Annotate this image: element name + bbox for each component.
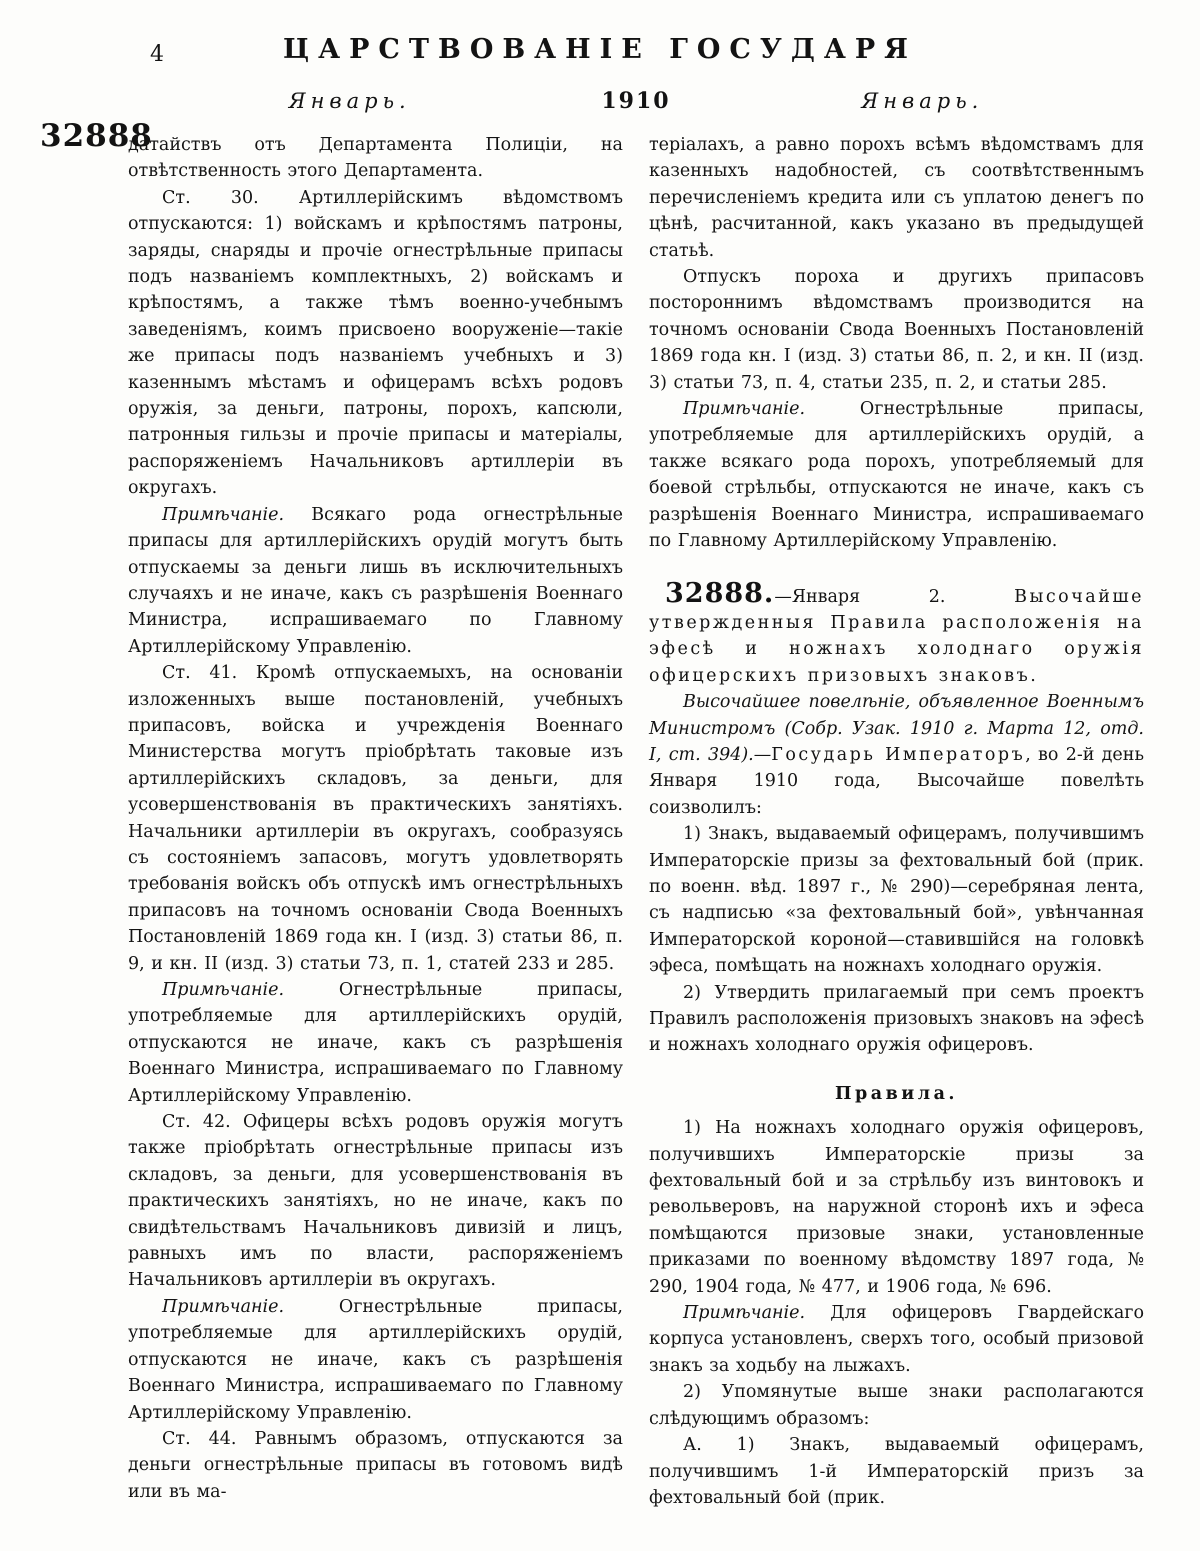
article-number-margin: 32888: [40, 118, 153, 154]
paragraph: [128, 1109, 623, 1294]
text-columns: [0, 132, 1200, 1551]
paragraph: [649, 980, 1144, 1059]
paragraph: [649, 396, 1144, 554]
text-run: Примѣчаніе.: [683, 1303, 806, 1324]
paragraph: [128, 660, 623, 977]
left-column: [128, 132, 623, 1511]
text-run: Правила.: [834, 1083, 958, 1104]
rules-heading: [649, 1081, 1144, 1107]
text-run: Примѣчаніе.: [162, 980, 285, 1000]
page-title: ЦАРСТВОВАНІЕ ГОСУДАРЯ: [283, 34, 917, 65]
text-run: Примѣчаніе.: [162, 504, 285, 525]
paragraph: [128, 502, 623, 660]
page-number: 4: [150, 42, 164, 67]
paragraph: [649, 1300, 1144, 1379]
text-run: 2) Утвердить прилагаемый при семъ проектъ Правилъ расположенія призовыхъ знаковъ на эфесѣ и ножнахъ холоднаго оружія офицеровъ.: [649, 982, 1144, 1056]
text-run: Отпускъ пороха и другихъ припасовъ постороннимъ вѣдомствамъ производится на точномъ основаніи Свода Военныхъ Постановленій 1869 года кн. I (изд. 3) статьи 86, п. 2, и кн. II (изд. 3) статьи 73, п. 4, статьи 235, п. 2, и статьи 285.: [649, 267, 1144, 393]
page-header: [0, 34, 1200, 78]
paragraph: [649, 1379, 1144, 1432]
running-head-year: 1910: [601, 88, 671, 114]
running-head-month-left: Январь.: [288, 89, 411, 113]
text-run: Ст. 41. Кромѣ отпускаемыхъ, на основаніи изложенныхъ выше постановленій, учебныхъ припасовъ, войска и учрежденія Военнаго Министерства могутъ пріобрѣтать таковые изъ артиллерійскихъ складовъ, за деньги, для усовершенствованія въ практическихъ занятіяхъ. Начальники артиллеріи въ округахъ, сообразуясь съ состояніемъ запасовъ, могутъ удовлетворять требованія войскъ объ отпускѣ имъ огнестрѣльныхъ припасовъ на точномъ основаніи Свода Военныхъ Постановленій 1869 года кн. I (изд. 3) статьи 86, п. 9, и кн. II (изд. 3) статьи 73, п. 1, статей 233 и 285.: [128, 663, 623, 974]
text-run: Ст. 42. Офицеры всѣхъ родовъ оружія могутъ также пріобрѣтать огнестрѣльные припасы изъ складовъ, за деньги, для усовершенствованія въ практическихъ занятіяхъ, но не иначе, какъ по свидѣтельствамъ Начальниковъ дивизій и лицъ, равныхъ имъ по власти, распоряженіемъ Начальниковъ артиллеріи въ округахъ.: [128, 1112, 623, 1291]
running-head-month-right: Январь.: [861, 89, 984, 113]
article-heading: [649, 577, 1144, 690]
text-run: 1) Знакъ, выдаваемый офицерамъ, получившимъ Императорскіе призы за фехтовальный бой (прик. по военн. вѣд. 1897 г., № 290)—серебряная лента, съ надписью «за фехтовальный бой», увѣнчанная Императорской короной—ставившійся на головкѣ эфеса, помѣщать на ножнахъ холоднаго оружія.: [649, 824, 1144, 977]
text-run: , во 2-й день Января 1910 года, Высочайше повелѣть соизволилъ:: [649, 744, 1144, 818]
text-run: теріалахъ, а равно порохъ всѣмъ вѣдомствамъ для казенныхъ надобностей, съ соотвѣтственнымъ перечисленіемъ кредита или съ уплатою денегъ по цѣнѣ, расчитанной, какъ указано въ предыдущей статьѣ.: [649, 135, 1144, 261]
paragraph: [128, 185, 623, 502]
paragraph: [649, 132, 1144, 264]
text-run: Ст. 30. Артиллерійскимъ вѣдомствомъ отпускаются: 1) войскамъ и крѣпостямъ патроны, заряды, снаряды и прочіе огнестрѣльные припасы подъ названіемъ комплектныхъ, 2) войскамъ и крѣпостямъ, а также тѣмъ военно-учебнымъ заведеніямъ, коимъ присвоено вооруженіе—такіе же припасы подъ названіемъ учебныхъ и 3) казеннымъ мѣстамъ и офицерамъ всѣхъ родовъ оружія, за деньги, патроны, порохъ, капсюли, патронныя гильзы и прочіе припасы и матеріалы, распоряженіемъ Начальниковъ артиллеріи въ округахъ.: [128, 187, 623, 499]
paragraph: [128, 1426, 623, 1505]
text-run: 1) На ножнахъ холоднаго оружія офицеровъ, получившихъ Императорскіе призы за фехтовальный бой и за стрѣльбу изъ винтовокъ и револьверовъ, на наружной сторонѣ ихъ и эфеса помѣщаются призовые знаки, установленные приказами по военному вѣдомству 1897 года, № 290, 1904 года, № 477, и 1906 года, № 696.: [649, 1118, 1144, 1297]
paragraph: [649, 1432, 1144, 1511]
text-run: А. 1) Знакъ, выдаваемый офицерамъ, получившимъ 1-й Императорскій призъ за фехтовальный бой (прик.: [649, 1435, 1144, 1508]
paragraph: [649, 689, 1144, 821]
text-run: Государь Императоръ: [771, 744, 1026, 765]
right-column: [649, 132, 1144, 1511]
text-run: Примѣчаніе.: [162, 1296, 285, 1317]
text-run: Высочайше утвержденныя Правила расположенія на эфесѣ и ножнахъ холоднаго оружія офицерскихъ призовыхъ знаковъ.: [649, 586, 1144, 686]
paragraph: [649, 1115, 1144, 1300]
text-run: датайствъ отъ Департамента Полиціи, на отвѣтственность этого Департамента.: [128, 135, 623, 182]
paragraph: [649, 821, 1144, 979]
text-run: 2) Упомянутые выше знаки располагаются слѣдующимъ образомъ:: [649, 1382, 1144, 1429]
paragraph: [649, 264, 1144, 396]
text-run: —Января 2.: [774, 586, 1015, 607]
text-run: Высочайшее повелѣніе, объявленное Военнымъ Министромъ (Собр. Узак. 1910 г. Марта 12, отд. I, ст. 394).—: [649, 692, 1144, 765]
running-head: [0, 88, 1200, 114]
text-run: Огнестрѣльные припасы, употребляемые для артиллерійскихъ орудій, отпускаются не иначе, какъ съ разрѣшенія Военнаго Министра, испрашиваемаго по Главному Артиллерійскому Управленію.: [128, 980, 623, 1106]
text-run: Всякаго рода огнестрѣльные припасы для артиллерійскихъ орудій могутъ быть отпускаемы за деньги лишь въ исключительныхъ случаяхъ и не иначе, какъ съ разрѣшенія Военнаго Министра, испрашиваемаго по Главному Артиллерійскому Управленію.: [128, 504, 623, 657]
text-run: Для офицеровъ Гвардейскаго корпуса установленъ, сверхъ того, особый призовой знакъ за ходьбу на лыжахъ.: [649, 1303, 1144, 1376]
text-run: Огнестрѣльные припасы, употребляемые для артиллерійскихъ орудій, отпускаются не иначе, какъ съ разрѣшенія Военнаго Министра, испрашиваемаго по Главному Артиллерійскому Управленію.: [128, 1296, 623, 1423]
text-run: Примѣчаніе.: [683, 399, 806, 420]
article-number-inline: 32888.: [665, 577, 775, 609]
text-run: Ст. 44. Равнымъ образомъ, отпускаются за деньги огнестрѣльные припасы въ готовомъ видѣ или въ ма-: [128, 1428, 623, 1502]
paragraph: [128, 1294, 623, 1426]
text-run: Огнестрѣльные припасы, употребляемые для артиллерійскихъ орудій, а также всякаго рода порохъ, употребляемый для боевой стрѣльбы, отпускаются не иначе, какъ съ разрѣшенія Военнаго Министра, испрашиваемаго по Главному Артиллерійскому Управленію.: [649, 399, 1144, 552]
paragraph: [128, 132, 623, 185]
paragraph: [128, 977, 623, 1109]
